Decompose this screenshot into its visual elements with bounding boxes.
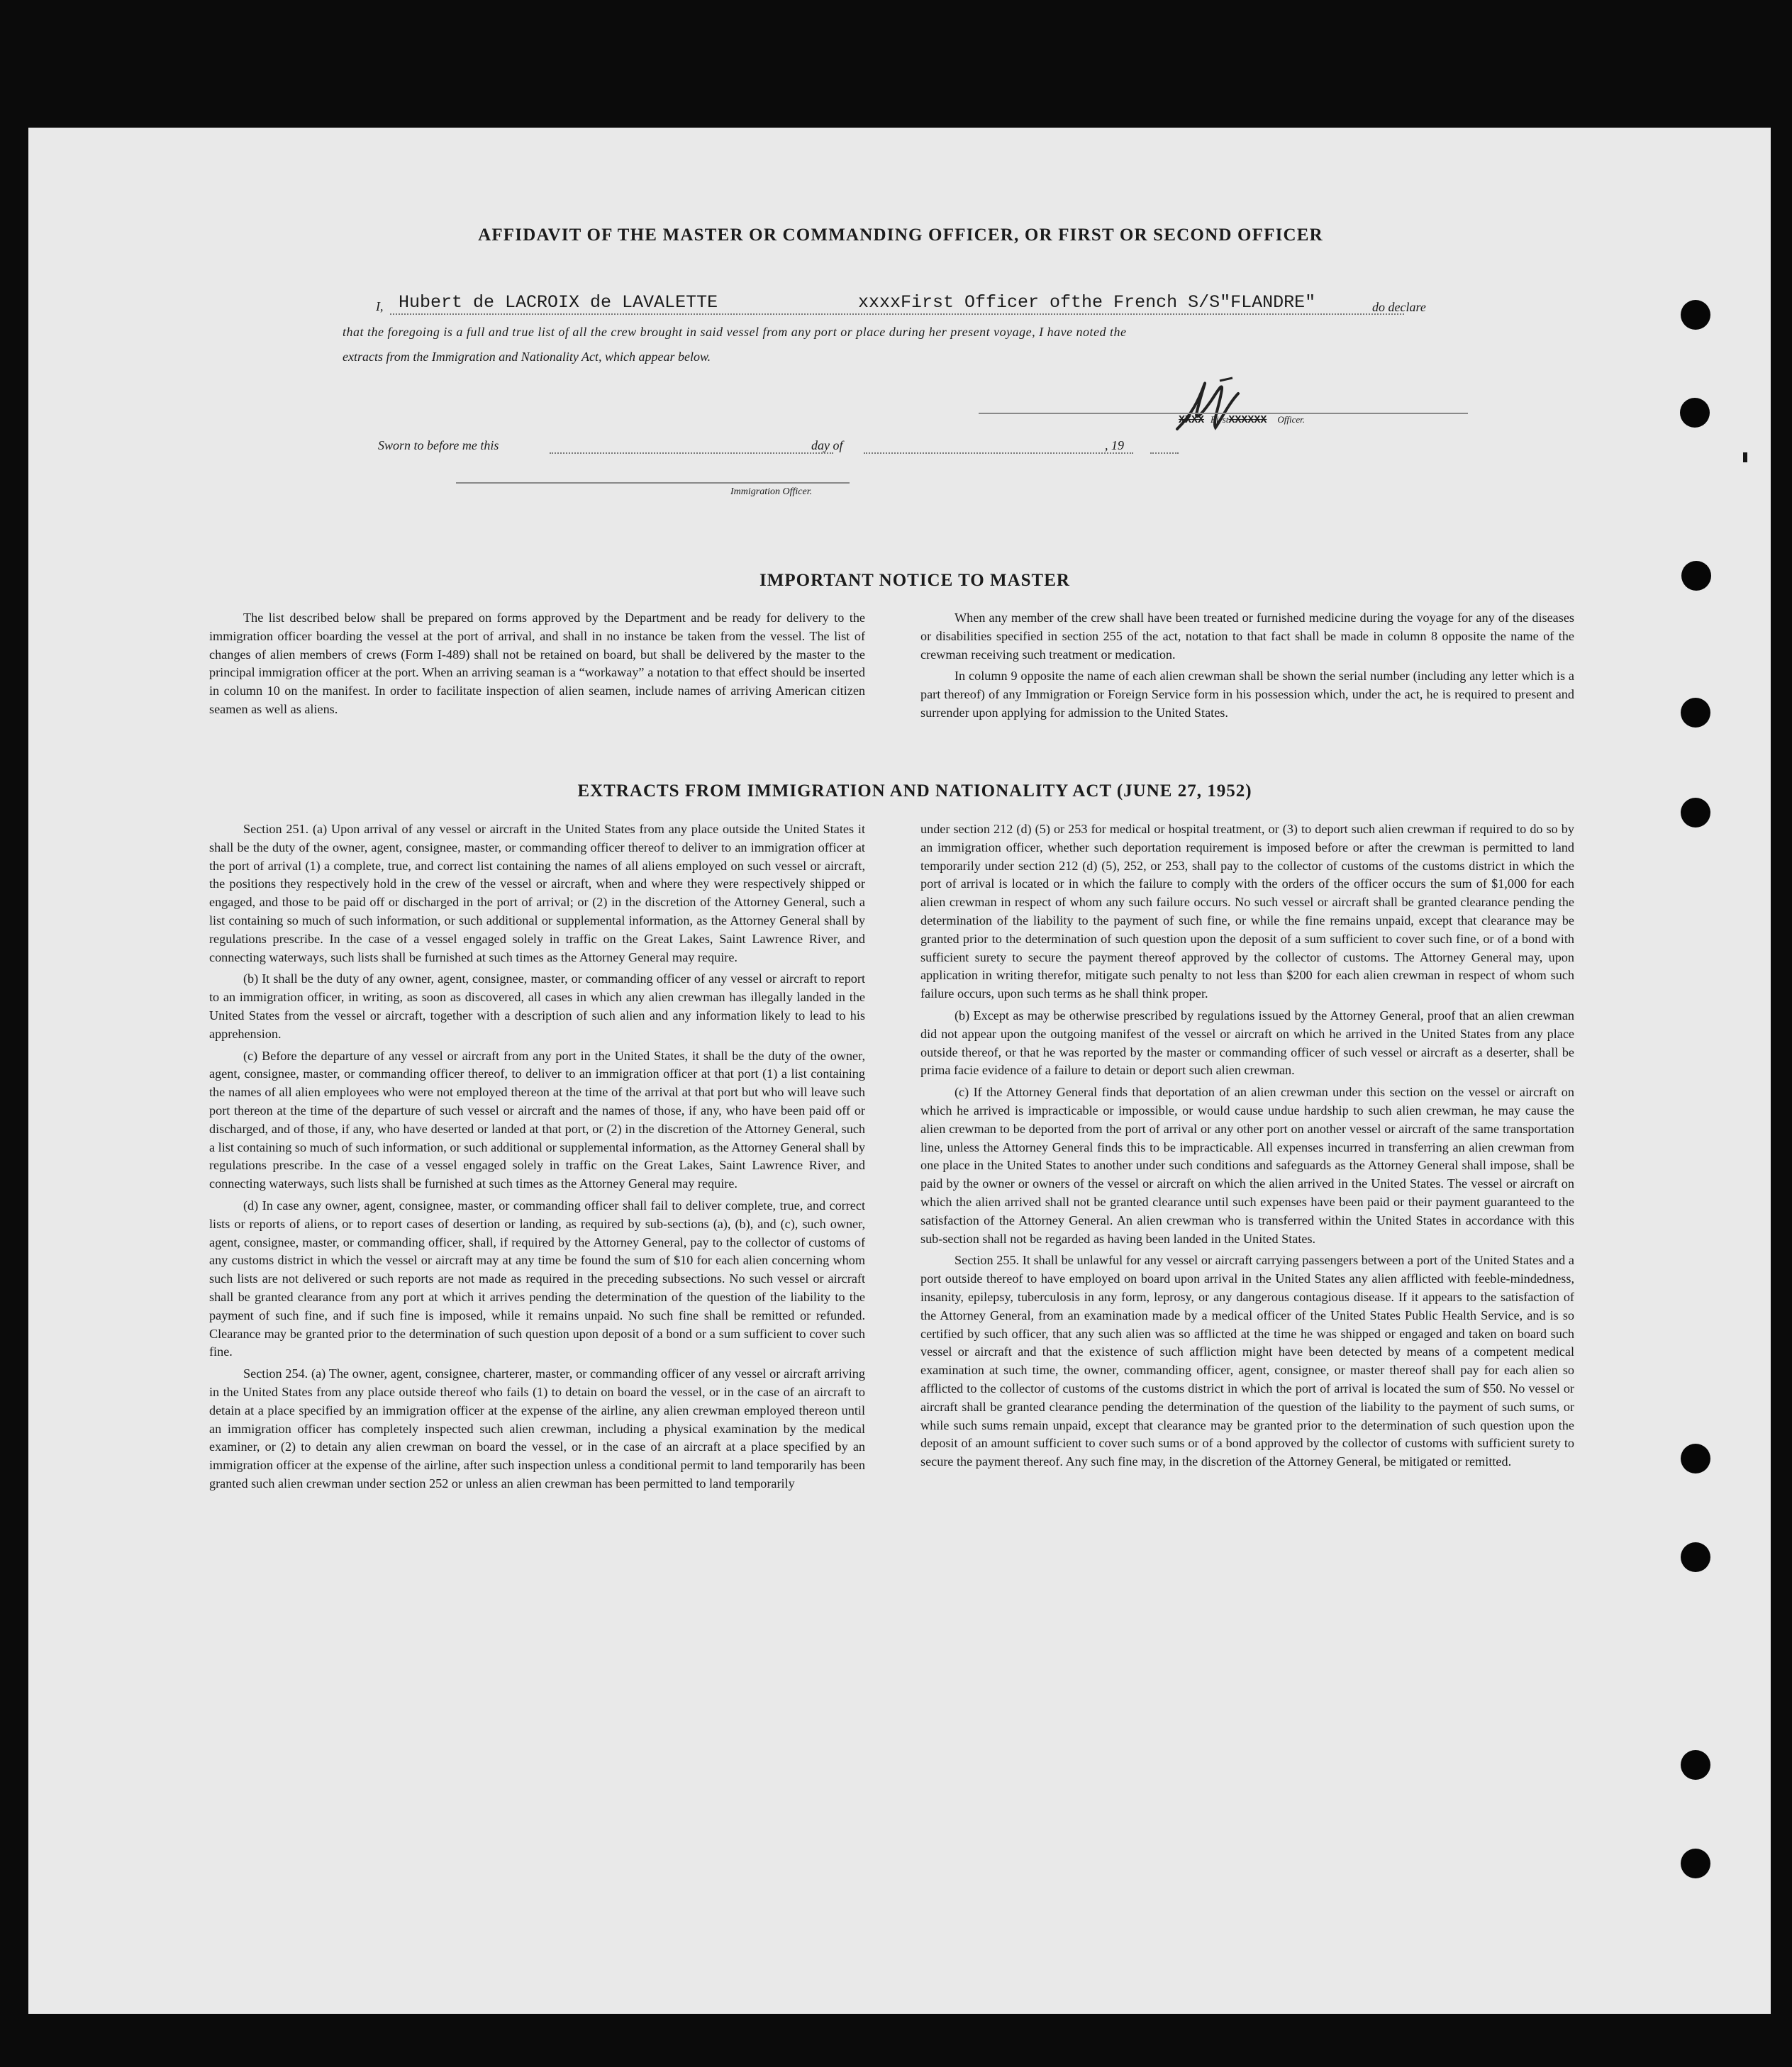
section-254a-continued: under section 212 (d) (5) or 253 for medical or hospital treatment, or (3) to deport such alien crewman if required to do so by an immigration officer, whether such deportation requirement is imposed before or after the crewman is permitted to land temporarily under section 212 (d) (5), 252, or 253, shall pay to the collector of customs of the customs district in which the port of arrival is located or in which the failure to comply with the orders of the officer occurs the sum of $1,000 for each alien crewman in respect of whom any such failure occurs. No such vessel or aircraft shall be granted clearance pending the determination of the liability to the payment of such fine, or while the fine remains unpaid, except that clearance may be granted prior to the determination of such question upon the deposit of a sum sufficient to cover such fine, or of a bond with sufficient surety to secure the payment thereof approved by the collector of customs. The Attorney General may, upon application in writing therefor, mitigate such penalty to not less than $200 for each alien crewman in respect of whom such failure occurs, upon such terms as he shall think proper. <box>920 822 1574 1001</box>
notice-left-text: The list described below shall be prepared on forms approved by the Department and be ready for delivery to the immigration officer boarding the vessel at the port of arrival, and shall in no instance be taken from the vessel. The list of changes of alien members of crews (Form I-489) shall not be retained on board, but shall be delivered by the master to the principal immigration officer at the port. When an arriving seaman is a “workaway” a notation to that effect should be inserted in column 10 on the manifest. In order to facilitate inspection of alien seamen, include names of arriving American citizen seamen as well as aliens. <box>209 611 865 716</box>
affidavit-title: AFFIDAVIT OF THE MASTER OR COMMANDING OFFICER, OR FIRST OR SECOND OFFICER <box>478 225 1323 245</box>
binder-hole <box>1681 1444 1710 1473</box>
sworn-label: Sworn to before me this <box>378 438 499 452</box>
extracts-title: EXTRACTS FROM IMMIGRATION AND NATIONALITY ACT (JUNE 27, 1952) <box>577 781 1252 801</box>
binder-hole <box>1680 398 1710 428</box>
declaration-line <box>376 299 384 314</box>
struck-master: XXXX <box>1179 414 1205 426</box>
immigration-officer-label: Immigration Officer. <box>730 486 813 497</box>
notice-right-text-1: When any member of the crew shall have been treated or furnished medicine during the voyage for any of the diseases or disabilities specified in section 255 of the act, notation to that fact shall be made in column 8 opposite the name of the crewman receiving such treatment or medication. <box>920 611 1574 662</box>
section-251b: (b) It shall be the duty of any owner, agent, consignee, master, or commanding officer of any vessel or aircraft to report to an immigration officer, in writing, as soon as discovered, all cases in which any alien crewman has illegally landed in the United States from the vessel or aircraft, together with a description of such alien and any information likely to lead to his apprehension. <box>209 971 865 1041</box>
officer-signature <box>1170 372 1255 436</box>
section-254a: Section 254. (a) The owner, agent, consignee, charterer, master, or commanding officer of any vessel or aircraft arriving in the United States from any place outside thereof who fails (1) to detain on board the vessel, or in the case of an aircraft to detain at a place specified by an immigration officer at the expense of the airline, any alien crewman employed thereon until an immigration officer has completely inspected such alien crewman, including a physical examination by the medical examiner, or (2) to detain any alien crewman on board the vessel, or in the case of an aircraft at a place specified by an immigration officer at the expense of the airline, after such inspection unless a conditional permit to land temporarily has been granted such alien crewman under section 252 or unless an alien crewman has been permitted to land temporarily <box>209 1366 865 1491</box>
day-of-label: day of <box>811 438 843 452</box>
section-251d: (d) In case any owner, agent, consignee, master, or commanding officer shall fail to deliver complete, true, and correct lists or reports of aliens, or to report cases of desertion or landing, as required by sub-sections (a), (b), and (c), such owner, agent, consignee, master, or commanding officer, shall, if required by the Attorney General, pay to the collector of customs of any customs district in which the vessel or aircraft may at any time be found the sum of $10 for each alien concerning whom such lists are not delivered or such reports are not made as required in the preceding subsections. No such vessel or aircraft shall be granted clearance from any port at which it arrives pending the determination of the question of the liability to the payment of such fine, and if such fine is imposed, while it remains unpaid. No such fine shall be remitted or refunded. Clearance may be granted prior to the determination of such question upon deposit of a bond or a sum sufficient to cover such fine. <box>209 1198 865 1359</box>
sworn-month-line <box>864 452 1133 454</box>
binder-hole <box>1681 698 1710 728</box>
sworn-day-line <box>550 452 833 454</box>
statement-line-2: extracts from the Immigration and Nationality Act, which appear below. <box>343 350 711 364</box>
sworn-year-line <box>1150 452 1179 454</box>
section-255: Section 255. It shall be unlawful for any vessel or aircraft carrying passengers between a port of the United States and a port outside thereof to have employed on board upon arrival in the United States any alien afflicted with feeble-mindedness, insanity, epilepsy, tuberculosis in any form, leprosy, or any dangerous contagious disease. If it appears to the satisfaction of the Attorney General, from an examination made by a medical officer of the United States Public Health Service, and is so certified by such officer, that any such alien was so afflicted at the time he was shipped or engaged and taken on board such vessel or aircraft and that the existence of such affliction might have been detected by means of a competent medical examination at such time, the owner, commanding officer, agent, consignee, or master thereof shall pay for each alien so afflicted to the collector of customs of the customs district in which the port of arrival is located the sum of $50. No vessel or aircraft shall be granted clearance pending the determination of the question of the liability to the payment of such sums, or while such sums remain unpaid, except that clearance may be granted prior to the determination of such question upon the deposit of an amount sufficient to cover such sums or of a bond approved by the collector of customs with sufficient surety to secure the payment thereof. Any such fine may, in the discretion of the Attorney General, be mitigated or remitted. <box>920 1253 1574 1469</box>
section-254b: (b) Except as may be otherwise prescribed by regulations issued by the Attorney General, proof that an alien crewman did not appear upon the outgoing manifest of the vessel or aircraft on which he arrived in the United States from any place outside thereof, or that he was reported by the master or commanding officer of such vessel or aircraft as a deserter, shall be prima facie evidence of a failure to detain or deport such alien crewman. <box>920 1008 1574 1078</box>
notice-left-column <box>209 609 865 719</box>
statement-line-1: that the foregoing is a full and true list of all the crew brought in said vessel from any port or place during her present voyage, I have noted the <box>343 325 1127 339</box>
section-251a: Section 251. (a) Upon arrival of any vessel or aircraft in the United States from any place outside the United States it shall be the duty of the owner, agent, consignee, master, or commanding officer thereof to deliver to an immigration officer at the port of arrival (1) a complete, true, and correct list containing the names of all aliens employed on such vessel or aircraft, the positions they respectively hold in the crew of the vessel or aircraft, when and where they were respectively shipped or engaged, and those to be paid off or discharged in the port of arrival; or (2) in the discretion of the Attorney General, such a list containing so much of such information, or such additional or supplemental information, as the Attorney General shall by regulations prescribe. In the case of a vessel engaged solely in traffic on the Great Lakes, Saint Lawrence River, and connecting waterways, such lists shall be furnished at such times as the Attorney General may require. <box>209 822 865 964</box>
binder-hole <box>1681 300 1710 330</box>
section-251c: (c) Before the departure of any vessel or aircraft from any port in the United States, it shall be the duty of the owner, agent, consignee, master, or commanding officer thereof, to deliver to an immigration officer at that port (1) a list containing the names of all alien employees who were not employed thereon at the time of the arrival at that port but who will leave such port thereon at the time of the departure of such vessel or aircraft and the names of those, if any, who have been paid off or discharged, and of those, if any, who have deserted or landed at that port, or (2) in the discretion of the Attorney General, such a list containing so much of such information, or such additional or supplemental information, as the Attorney General shall by regulations prescribe. In the case of a vessel engaged solely in traffic on the Great Lakes, Saint Lawrence River, and connecting waterways, such lists shall be furnished at such times as the Attorney General may require. <box>209 1048 865 1191</box>
officer-name: Hubert de LACROIX de LAVALETTE <box>399 292 718 313</box>
notice-right-text-2: In column 9 opposite the name of each alien crewman shall be shown the serial number (including any letter which is a part thereof) of any Immigration or Foreign Service form in his possession which, under the act, he is required to present and surrender upon applying for admission to the United States. <box>920 669 1574 720</box>
extracts-right-column <box>920 820 1574 1471</box>
prefix-i: I, <box>376 299 384 313</box>
extracts-left-column <box>209 820 865 1493</box>
do-declare: do declare <box>1372 300 1426 314</box>
notice-title: IMPORTANT NOTICE TO MASTER <box>759 571 1070 590</box>
binder-hole <box>1681 1750 1710 1780</box>
manifest-page <box>28 128 1771 2014</box>
signature-first: First <box>1211 414 1229 425</box>
binder-hole <box>1681 1849 1710 1878</box>
struck-second: XXXXXX <box>1228 414 1267 426</box>
section-254c: (c) If the Attorney General finds that deportation of an alien crewman under this section on the vessel or aircraft on which he arrived is impracticable or impossible, or would cause undue hardship to such alien crewman, he may cause the alien crewman to be deported from the port of arrival or any other port on another vessel or aircraft of the same transportation line, unless the Attorney General finds this to be impracticable. All expenses incurred in transferring an alien crewman from one place in the United States to another under such conditions and safeguards as the Attorney General shall impose, shall be paid by the owner or owners of the vessel or aircraft on which the alien arrived in the United States. The vessel or aircraft on which the alien arrived shall not be granted clearance until such expenses have been paid or their payment guaranteed to the satisfaction of the Attorney General. An alien crewman who is transferred within the United States in accordance with this sub-section shall not be regarded as having been landed in the United States. <box>920 1085 1574 1246</box>
binder-hole <box>1681 1542 1710 1572</box>
officer-rank: xxxxFirst Officer ofthe French S/S"FLANDRE" <box>858 292 1316 313</box>
notice-right-column <box>920 609 1574 723</box>
name-underline <box>390 313 1404 315</box>
signature-title <box>1179 414 1305 426</box>
signature-officer: Officer. <box>1277 414 1305 425</box>
year-label: , 19 <box>1105 438 1124 452</box>
binder-hole <box>1681 561 1711 591</box>
binder-hole <box>1681 798 1710 828</box>
immigration-officer-line <box>456 482 850 484</box>
scan-speck <box>1743 452 1747 462</box>
